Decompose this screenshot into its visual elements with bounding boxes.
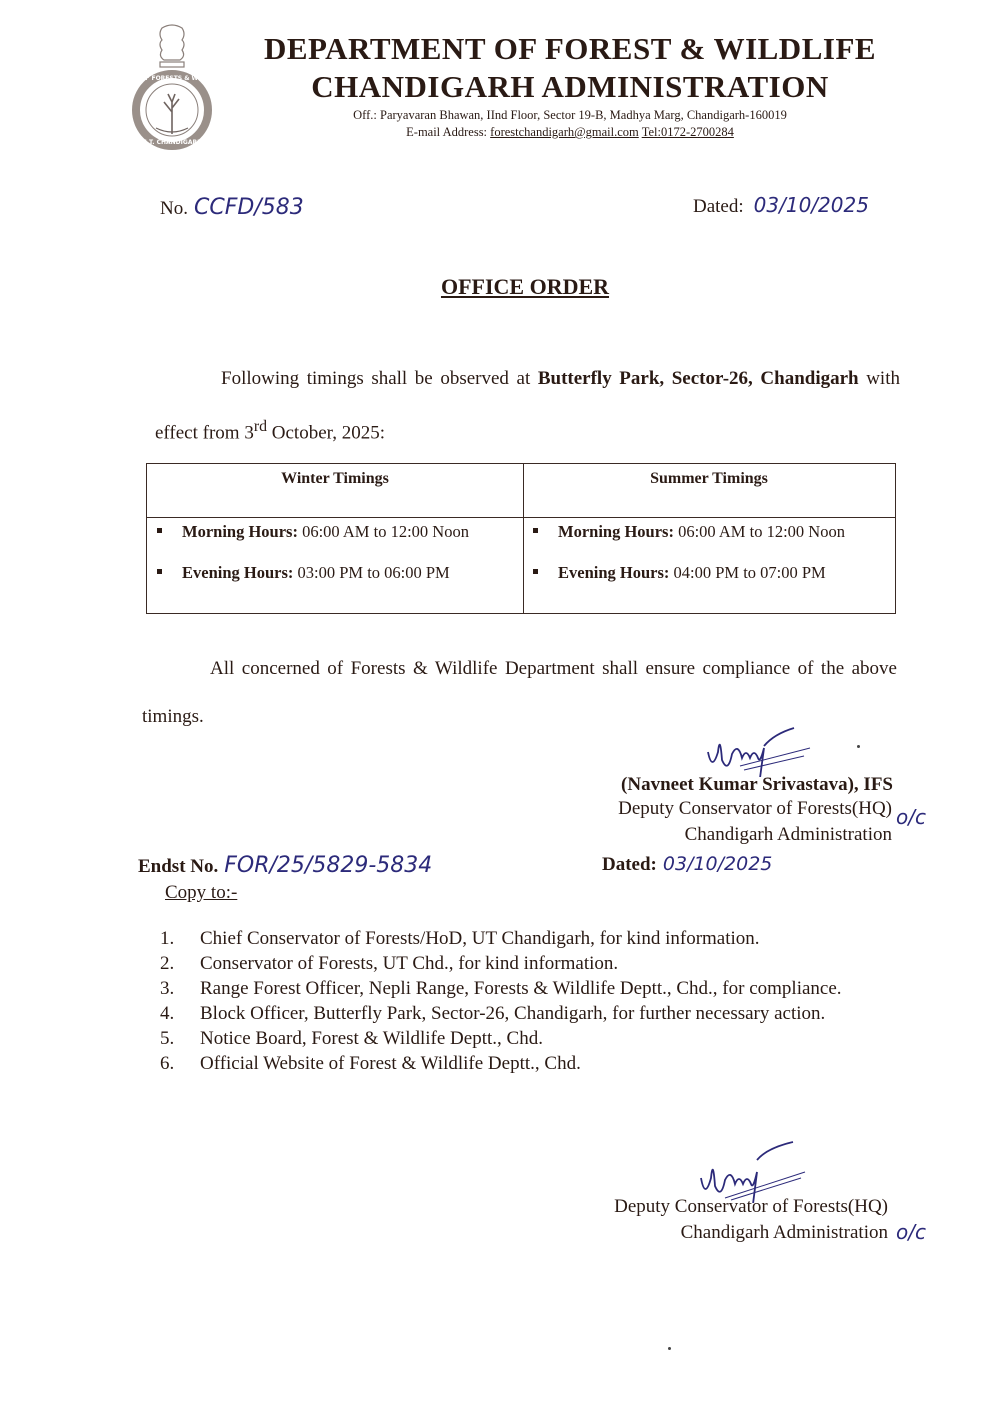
para1-text-b: with effect from 3 (155, 368, 900, 444)
document-title: OFFICE ORDER (440, 274, 610, 299)
bullet-icon (533, 528, 538, 533)
order-paragraph (155, 355, 900, 457)
office-address: Off.: Paryavaran Bhawan, IInd Floor, Sector 19-B, Madhya Marg, Chandigarh-160019 (353, 108, 787, 122)
reference-label: No. (160, 198, 188, 219)
row-value: 06:00 AM to 12:00 Noon (297, 522, 469, 541)
item-text: Conservator of Forests, UT Chd., for kind information. (200, 953, 619, 974)
item-number: 3. (160, 978, 175, 999)
oc-annotation: o/c (896, 805, 926, 829)
row-label: Evening Hours: (558, 563, 670, 582)
item-text: Chief Conservator of Forests/HoD, UT Chandigarh, for kind information. (200, 928, 760, 949)
summer-column (523, 464, 895, 613)
winter-heading: Winter Timings (147, 464, 523, 518)
winter-column (147, 464, 524, 613)
emblem-ring-bottom: U.T. CHANDIGARH (141, 139, 203, 146)
emblem-icon (118, 22, 226, 150)
emblem-ring-top: DEPT OF FORESTS & WILDLIFE (120, 75, 224, 82)
row-label: Evening Hours: (182, 563, 294, 582)
item-number: 6. (160, 1053, 175, 1074)
row-value: 06:00 AM to 12:00 Noon (673, 522, 845, 541)
list-item (160, 926, 890, 951)
summer-evening-row (533, 563, 826, 583)
telephone: Tel:0172-2700284 (641, 125, 734, 139)
list-item (160, 951, 890, 976)
reference-value-handwritten: CCFD/583 (193, 195, 304, 220)
bullet-icon (157, 528, 162, 533)
bullet-icon (533, 569, 538, 574)
date-superscript: rd (253, 418, 268, 435)
para1-text: Following timings shall be observed at (221, 368, 538, 389)
reference-date (693, 193, 869, 218)
list-item (160, 1051, 890, 1076)
item-text: Notice Board, Forest & Wildlife Deptt., Chd. (200, 1028, 543, 1049)
winter-morning-row (157, 522, 469, 542)
signature-icon (695, 1138, 825, 1203)
endorsement-value-handwritten: FOR/25/5829-5834 (224, 853, 433, 878)
copy-to-label: Copy to:- (165, 882, 238, 903)
endorsement-label: Endst No. (138, 856, 219, 877)
compliance-paragraph: All concerned of Forests & Wildlife Department shall ensure compliance of the above timings. (142, 658, 897, 727)
item-number: 4. (160, 1003, 175, 1024)
row-label: Morning Hours: (182, 522, 298, 541)
signatory-name: (Navneet Kumar Srivastava), IFS (621, 774, 893, 795)
row-value: 03:00 PM to 06:00 PM (293, 563, 450, 582)
row-value: 04:00 PM to 07:00 PM (669, 563, 826, 582)
email-link[interactable]: forestchandigarh@gmail.com (490, 125, 639, 139)
signature-icon (700, 722, 830, 777)
copy-list (160, 926, 890, 1076)
reference-number (160, 195, 304, 220)
bullet-icon (157, 569, 162, 574)
department-emblem (118, 22, 226, 150)
email-label: E-mail Address: (406, 125, 491, 139)
endorsement-dated-label: Dated: (602, 854, 657, 875)
summer-morning-row (533, 522, 845, 542)
administration-title: CHANDIGARH ADMINISTRATION (311, 69, 829, 104)
list-item (160, 1001, 890, 1026)
item-number: 5. (160, 1028, 175, 1049)
park-location: Butterfly Park, Sector-26, Chandigarh (537, 368, 859, 389)
item-text: Range Forest Officer, Nepli Range, Forests & Wildlife Deptt., Chd., for compliance. (200, 978, 842, 999)
oc-annotation: o/c (896, 1220, 926, 1244)
para1-text-c: October, 2025: (267, 422, 385, 444)
signatory-office: Chandigarh Administration (684, 824, 892, 845)
item-number: 1. (160, 928, 175, 949)
dated-label: Dated: (693, 196, 744, 217)
signatory-designation: Deputy Conservator of Forests(HQ) (618, 798, 892, 819)
footer-designation: Deputy Conservator of Forests(HQ) (614, 1196, 888, 1217)
item-text: Block Officer, Butterfly Park, Sector-26, Chandigarh, for further necessary action. (200, 1003, 826, 1024)
dated-value-handwritten: 03/10/2025 (753, 193, 869, 217)
endorsement-date (602, 853, 772, 876)
summer-heading: Summer Timings (523, 464, 895, 518)
list-item (160, 976, 890, 1001)
endorsement-dated-value-handwritten: 03/10/2025 (662, 853, 773, 875)
footer-office: Chandigarh Administration (680, 1222, 888, 1243)
item-text: Official Website of Forest & Wildlife Deptt., Chd. (200, 1053, 581, 1074)
winter-evening-row (157, 563, 450, 583)
row-label: Morning Hours: (558, 522, 674, 541)
endorsement-number (138, 853, 432, 878)
item-number: 2. (160, 953, 175, 974)
department-title: DEPARTMENT OF FOREST & WILDLIFE (263, 31, 877, 66)
timings-table (146, 463, 896, 614)
list-item (160, 1026, 890, 1051)
contact-line (250, 123, 890, 141)
